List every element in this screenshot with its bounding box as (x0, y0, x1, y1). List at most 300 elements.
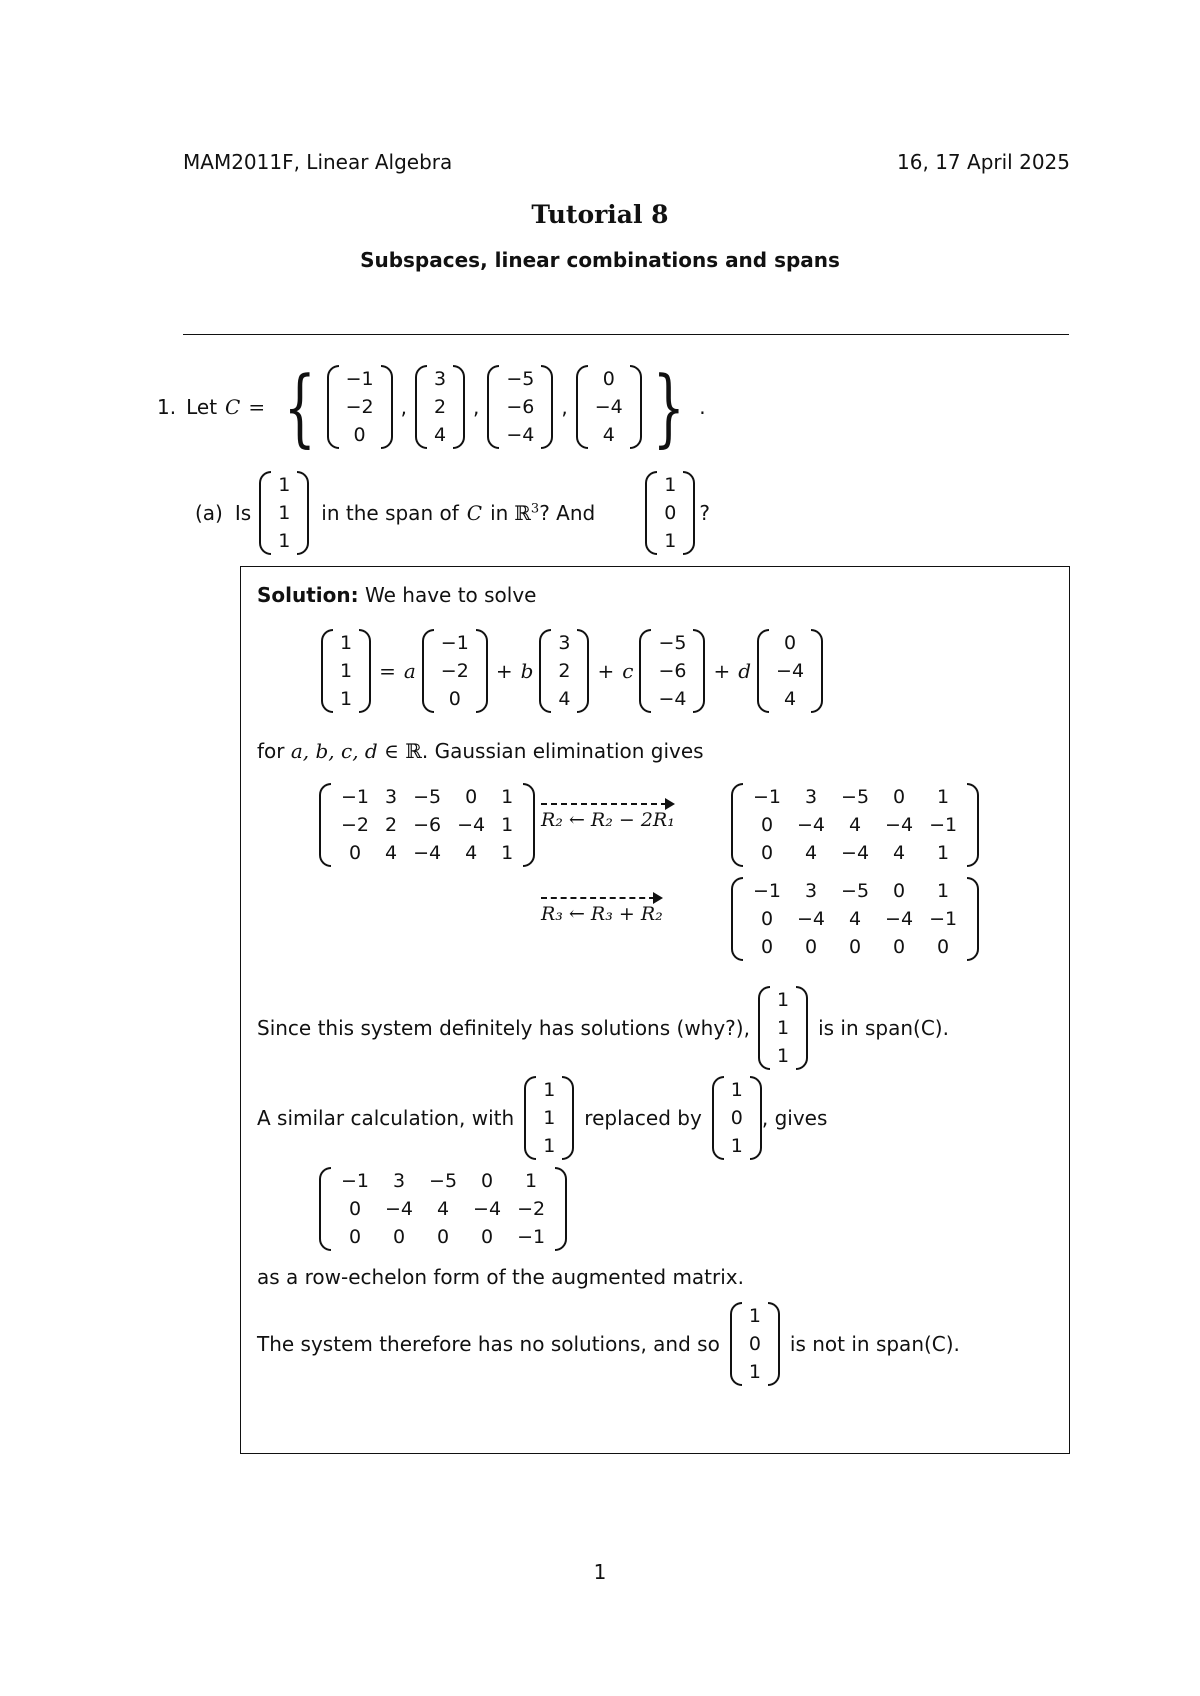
right-paren (541, 365, 553, 449)
space-symbol: ℝ (514, 501, 531, 525)
matrix-row (659, 499, 681, 527)
gives-text: , gives (761, 1106, 828, 1130)
matrix-entry: 1 (748, 1305, 761, 1327)
matrix-entry: 0 (730, 1107, 743, 1129)
coefficient: a (403, 659, 416, 683)
right-paren (967, 877, 979, 961)
matrix-row (436, 629, 474, 657)
conclusion-text: The system therefore has no solutions, and so (257, 1332, 720, 1356)
matrix-entry: 4 (848, 908, 862, 930)
matrix-row (653, 685, 691, 713)
matrix-row (771, 685, 809, 713)
comma: , (473, 395, 480, 419)
matrix-row (590, 393, 628, 421)
matrix-entry: 0 (784, 632, 797, 654)
plus-sign: + (713, 659, 731, 683)
matrix-entry: 1 (340, 688, 353, 710)
matrix-entry: 1 (501, 814, 514, 836)
left-paren (730, 1302, 742, 1386)
left-paren (539, 629, 551, 713)
left-paren (422, 629, 434, 713)
left-paren (319, 783, 331, 867)
matrix-row (744, 1358, 766, 1386)
left-paren (321, 629, 333, 713)
part-a-span-text: in the span of (321, 501, 459, 525)
since-line (257, 983, 949, 1073)
matrix-second (319, 1167, 567, 1251)
part-a-is: Is (234, 501, 252, 525)
matrix-entry: 3 (558, 632, 571, 654)
solution-label: Solution: (257, 583, 359, 607)
matrix-entry: −2 (517, 1198, 546, 1220)
matrix-body (590, 365, 628, 449)
matrix-row (335, 685, 357, 713)
right-paren (476, 629, 488, 713)
matrix-body (273, 471, 295, 555)
horizontal-rule (183, 334, 1069, 335)
equals-sign: = (248, 395, 266, 419)
matrix-entry: −2 (341, 814, 370, 836)
matrix-entry: 0 (348, 1198, 362, 1220)
matrix-step1 (731, 783, 979, 867)
matrix-entry: 1 (278, 474, 291, 496)
matrix-entry: −1 (753, 880, 782, 902)
left-paren (639, 629, 651, 713)
since-text: Since this system definitely has solutions (why?), (257, 1016, 750, 1040)
matrix-row (745, 933, 965, 961)
matrix-entry: 4 (558, 688, 571, 710)
space-exponent: 3 (530, 501, 540, 517)
matrix-entry: −4 (885, 814, 914, 836)
matrix-entry: 4 (804, 842, 818, 864)
question-intro: Let (186, 395, 218, 419)
matrix-row (744, 1302, 766, 1330)
matrix-row (538, 1076, 560, 1104)
matrix-entry: 0 (392, 1226, 406, 1248)
right-paren (453, 365, 465, 449)
matrix-entry: 2 (385, 814, 398, 836)
column-vector (730, 1302, 780, 1386)
part-a (195, 468, 710, 558)
matrix-entry: −1 (929, 814, 958, 836)
matrix-row (726, 1076, 748, 1104)
matrix-entry: 1 (543, 1135, 556, 1157)
matrix-entry: 3 (433, 368, 447, 390)
matrix-entry: 4 (784, 688, 797, 710)
matrix-entry: −4 (413, 842, 442, 864)
vector-101 (712, 1076, 762, 1160)
matrix-body (538, 1076, 560, 1160)
matrix-entry: 1 (730, 1135, 743, 1157)
matrix-body (772, 986, 794, 1070)
course-title: MAM2011F, Linear Algebra (183, 150, 453, 174)
matrix-entry: 1 (525, 1170, 538, 1192)
matrix-row (501, 421, 539, 449)
matrix-row (333, 1223, 553, 1251)
page-subtitle: Subspaces, linear combinations and spans (360, 248, 840, 272)
right-paren (381, 365, 393, 449)
matrix-entry: −4 (594, 396, 623, 418)
step2-arrow (541, 893, 663, 925)
matrix-entry: 4 (465, 842, 478, 864)
right-paren (359, 629, 371, 713)
matrix-entry: 0 (664, 502, 677, 524)
matrix-entry: 1 (937, 786, 950, 808)
matrix-entry: 4 (602, 424, 615, 446)
matrix-entry: −1 (341, 1170, 370, 1192)
solution-intro-line (257, 583, 536, 607)
matrix-body (745, 783, 965, 867)
matrix-entry: 0 (760, 814, 774, 836)
matrix-body (659, 471, 681, 555)
equals-sign: = (379, 659, 396, 683)
question-1 (157, 358, 706, 456)
matrix-entry: 0 (353, 424, 366, 446)
matrix-entry: −4 (457, 814, 486, 836)
part-a-in: in (490, 501, 509, 525)
matrix-row (335, 657, 357, 685)
left-paren (731, 783, 743, 867)
right-paren (693, 629, 705, 713)
matrix-entry: −4 (885, 908, 914, 930)
column-vector (758, 986, 808, 1070)
right-paren (523, 783, 535, 867)
matrix-entry: −4 (797, 908, 826, 930)
vector-ones (524, 1076, 574, 1160)
augmented-matrix (731, 877, 979, 961)
matrix-entry: −2 (440, 660, 469, 682)
matrix-entry: −1 (753, 786, 782, 808)
matrix-entry: 1 (937, 842, 950, 864)
matrix-row (745, 877, 965, 905)
matrix-entry: −6 (658, 660, 687, 682)
matrix-body (745, 877, 965, 961)
matrix-initial (319, 783, 535, 867)
step2-op-group (541, 893, 663, 925)
similar-line (257, 1073, 827, 1163)
matrix-row (273, 499, 295, 527)
matrix-entry: −5 (841, 880, 870, 902)
matrix-entry: 0 (893, 936, 906, 958)
matrix-body (333, 783, 521, 867)
matrix-row (501, 393, 539, 421)
right-paren (796, 986, 808, 1070)
comma: , (561, 395, 568, 419)
matrix-row (333, 1195, 553, 1223)
matrix-entry: 4 (436, 1198, 450, 1220)
matrix-row (745, 905, 965, 933)
matrix-row (429, 365, 451, 393)
column-vector (321, 629, 371, 713)
matrix-row (553, 657, 575, 685)
matrix-entry: 0 (760, 842, 774, 864)
matrix-row (553, 685, 575, 713)
matrix-entry: −6 (506, 396, 535, 418)
matrix-row (429, 421, 451, 449)
matrix-entry: 4 (433, 424, 447, 446)
matrix-row (335, 629, 357, 657)
column-vector (259, 471, 309, 555)
matrix-entry: 1 (748, 1361, 761, 1383)
matrix-row (772, 1042, 794, 1070)
matrix-row (726, 1104, 748, 1132)
field-r: ℝ (405, 739, 422, 763)
matrix-body (744, 1302, 766, 1386)
step2-op: R₃ ← R₃ + R₂ (541, 903, 663, 925)
matrix-body (436, 629, 474, 713)
plus-sign: + (495, 659, 513, 683)
left-paren (415, 365, 427, 449)
matrix-row (745, 811, 965, 839)
matrix-entry: 1 (664, 530, 677, 552)
right-paren (562, 1076, 574, 1160)
matrix-entry: 0 (748, 1333, 761, 1355)
right-paren (297, 471, 309, 555)
matrix-body (429, 365, 451, 449)
arrow-icon (541, 893, 663, 903)
matrix-row (333, 1167, 553, 1195)
column-vector (757, 629, 823, 713)
matrix-entry: 3 (385, 786, 398, 808)
matrix-row (771, 629, 809, 657)
matrix-entry: 0 (465, 786, 478, 808)
matrix-row (341, 365, 379, 393)
left-paren (757, 629, 769, 713)
left-paren (731, 877, 743, 961)
matrix-body (726, 1076, 748, 1160)
for-vars: a, b, c, d (290, 739, 378, 763)
matrix-row (726, 1132, 748, 1160)
left-paren (758, 986, 770, 1070)
matrix-row (333, 811, 521, 839)
matrix-body (653, 629, 691, 713)
matrix-entry: −1 (440, 632, 469, 654)
matrix-row (745, 839, 965, 867)
coefficient: d (738, 659, 752, 683)
matrix-row (273, 527, 295, 555)
period: . (699, 395, 706, 419)
left-paren (487, 365, 499, 449)
matrix-body (333, 1167, 553, 1251)
left-paren (645, 471, 657, 555)
matrix-entry: −2 (345, 396, 374, 418)
matrix-body (501, 365, 539, 449)
matrix-entry: −1 (929, 908, 958, 930)
matrix-row (436, 657, 474, 685)
set-vectors (327, 365, 642, 449)
matrix-row (553, 629, 575, 657)
matrix-entry: 1 (776, 989, 790, 1011)
step1-op: R₂ ← R₂ − 2R₁ (541, 809, 675, 831)
augmented-matrix (319, 783, 535, 867)
right-paren (683, 471, 695, 555)
left-paren (712, 1076, 724, 1160)
matrix-row (744, 1330, 766, 1358)
matrix-row (273, 471, 295, 499)
right-paren (768, 1302, 780, 1386)
matrix-entry: −4 (385, 1198, 414, 1220)
matrix-row (772, 1014, 794, 1042)
matrix-entry: 4 (385, 842, 398, 864)
vector-ones (758, 986, 808, 1070)
left-paren (319, 1167, 331, 1251)
matrix-entry: −4 (473, 1198, 502, 1220)
matrix-row (653, 629, 691, 657)
left-paren (327, 365, 339, 449)
column-vector (487, 365, 553, 449)
matrix-body (335, 629, 357, 713)
column-vector (645, 471, 695, 555)
set-symbol-ref: C (466, 501, 483, 525)
matrix-entry: 0 (804, 936, 818, 958)
matrix-entry: 4 (848, 814, 862, 836)
matrix-step2 (731, 877, 979, 961)
left-brace: { (283, 358, 316, 456)
column-vector (639, 629, 705, 713)
replaced-by-text: replaced by (584, 1106, 702, 1130)
column-vector (576, 365, 642, 449)
space-r3 (514, 501, 539, 525)
right-paren (555, 1167, 567, 1251)
matrix-row (771, 657, 809, 685)
vector-ones (259, 471, 309, 555)
part-a-label: (a) (195, 501, 223, 525)
matrix-entry: 1 (776, 1017, 790, 1039)
since-end: is in span(C). (818, 1016, 949, 1040)
matrix-row (590, 421, 628, 449)
matrix-entry: −5 (658, 632, 687, 654)
matrix-entry: −4 (797, 814, 826, 836)
vector-101 (645, 471, 695, 555)
arrow-icon (541, 799, 675, 809)
matrix-entry: −6 (413, 814, 442, 836)
right-paren (630, 365, 642, 449)
matrix-row (341, 393, 379, 421)
part-a-and: ? And (539, 501, 596, 525)
for-text: for (257, 739, 285, 763)
matrix-row (653, 657, 691, 685)
matrix-entry: 0 (481, 1226, 494, 1248)
matrix-entry: 0 (937, 936, 950, 958)
matrix-entry: 1 (501, 786, 514, 808)
matrix-entry: −4 (841, 842, 870, 864)
matrix-entry: −1 (517, 1226, 546, 1248)
gaussian-text: . Gaussian elimination gives (421, 739, 704, 763)
matrix-entry: −4 (776, 660, 805, 682)
matrix-body (553, 629, 575, 713)
matrix-entry: 2 (558, 660, 571, 682)
matrix-entry: 0 (893, 880, 906, 902)
right-paren (577, 629, 589, 713)
right-paren (967, 783, 979, 867)
conclusion-line (257, 1299, 960, 1389)
matrix-entry: 3 (804, 880, 818, 902)
augmented-matrix (319, 1167, 567, 1251)
matrix-row (429, 393, 451, 421)
matrix-entry: 0 (348, 842, 362, 864)
for-line (257, 739, 704, 763)
column-vector (327, 365, 393, 449)
matrix-entry: −4 (658, 688, 687, 710)
column-vector (524, 1076, 574, 1160)
matrix-entry: 1 (278, 530, 291, 552)
matrix-entry: 1 (543, 1107, 556, 1129)
matrix-entry: −5 (429, 1170, 458, 1192)
matrix-entry: 0 (602, 368, 615, 390)
coefficient: c (622, 659, 634, 683)
conclusion-end: is not in span(C). (789, 1332, 960, 1356)
matrix-entry: 3 (392, 1170, 406, 1192)
matrix-entry: 1 (730, 1079, 743, 1101)
coefficient: b (520, 659, 534, 683)
matrix-row (333, 783, 521, 811)
matrix-entry: 0 (760, 936, 774, 958)
matrix-row (590, 365, 628, 393)
page-number: 1 (593, 1560, 607, 1584)
right-paren (811, 629, 823, 713)
matrix-entry: 1 (664, 474, 677, 496)
matrix-entry: 1 (340, 660, 353, 682)
vector-equation (321, 629, 823, 713)
column-vector (415, 365, 465, 449)
matrix-row (341, 421, 379, 449)
matrix-row (659, 471, 681, 499)
matrix-entry: −5 (841, 786, 870, 808)
matrix-row (501, 365, 539, 393)
matrix-row (538, 1104, 560, 1132)
column-vector (712, 1076, 762, 1160)
matrix-entry: 0 (481, 1170, 494, 1192)
matrix-row (436, 685, 474, 713)
matrix-entry: 0 (848, 936, 862, 958)
matrix-entry: 1 (937, 880, 950, 902)
solution-intro: We have to solve (365, 583, 537, 607)
vector-101 (730, 1302, 780, 1386)
step1-arrow (541, 799, 675, 831)
matrix-entry: 0 (448, 688, 461, 710)
augmented-matrix (731, 783, 979, 867)
similar-text: A similar calculation, with (257, 1106, 515, 1130)
matrix-entry: −1 (345, 368, 374, 390)
comma: , (400, 395, 407, 419)
matrix-entry: −1 (341, 786, 370, 808)
matrix-body (341, 365, 379, 449)
row-echelon-text: as a row-echelon form of the augmented matrix. (257, 1265, 744, 1289)
matrix-entry: 2 (433, 396, 447, 418)
plus-sign: + (597, 659, 615, 683)
matrix-entry: 0 (893, 786, 906, 808)
matrix-row (772, 986, 794, 1014)
right-paren (750, 1076, 762, 1160)
matrix-entry: 1 (776, 1045, 790, 1067)
matrix-entry: 1 (543, 1079, 556, 1101)
part-a-end: ? (699, 501, 710, 525)
matrix-entry: 1 (501, 842, 514, 864)
matrix-entry: 1 (278, 502, 291, 524)
left-paren (524, 1076, 536, 1160)
date: 16, 17 April 2025 (897, 150, 1070, 174)
column-vector (539, 629, 589, 713)
matrix-entry: 4 (893, 842, 906, 864)
matrix-entry: 3 (804, 786, 818, 808)
matrix-entry: −4 (506, 424, 535, 446)
right-brace: } (652, 358, 685, 456)
step1-op-group (541, 799, 675, 831)
page-title: Tutorial 8 (531, 200, 669, 229)
matrix-entry: 0 (348, 1226, 362, 1248)
element-of: ∈ (384, 739, 399, 763)
matrix-row (333, 839, 521, 867)
